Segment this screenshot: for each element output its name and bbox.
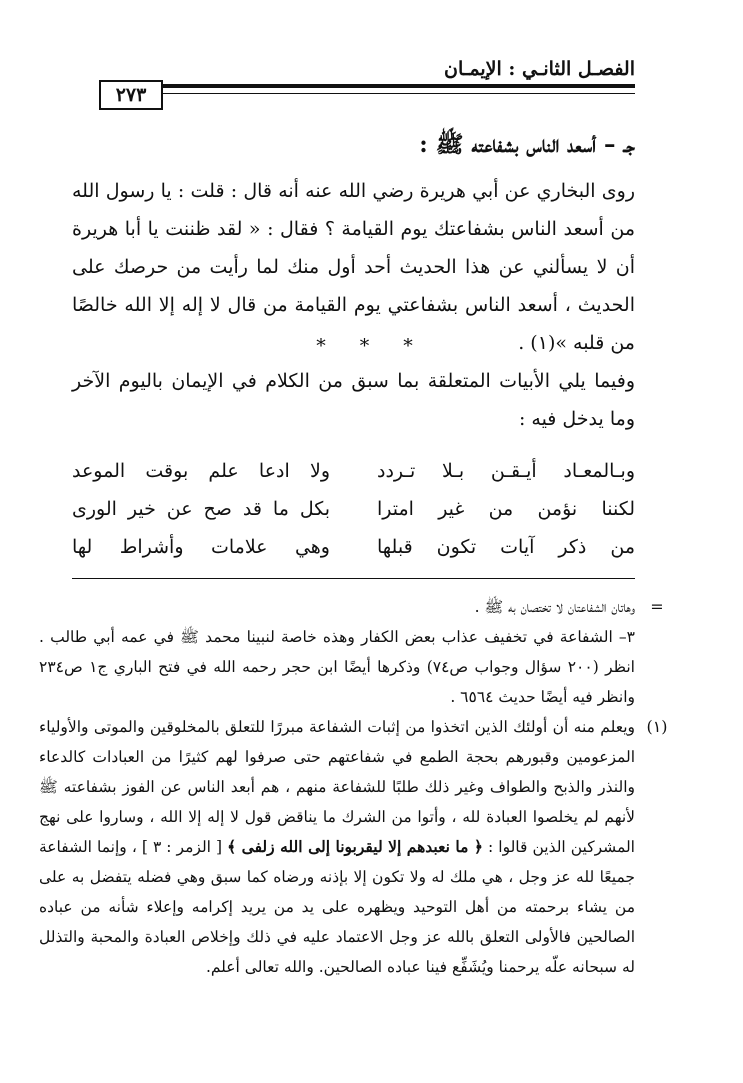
verse-first-hemistich: لكننا نؤمن من غير امترا bbox=[377, 498, 635, 520]
footnote-1-part1: ويعلم منه أن أولئك الذين اتخذوا من إثبات الشفاعة مبررًا للتعلق بالمخلوقين والموتى والأولياء المزعومين وقبورهم بحجة الطمع في شفاعتهم حتى صرفوا لهم كثيرًا من العبادات كالدعاء والنذر والذبح والطواف وغير ذلك طلبًا للشفاعة منهم ، هم أبعد الناس عن الفوز بشفاعته ﷺ لأنهم لم يخلصوا العبادة لله ، وأتوا من الشرك ما يناقض قول لا إله إلا الله ، وساروا على نهج المشركين الذين قالوا : bbox=[39, 718, 635, 856]
footnote-1-marker: (١) bbox=[646, 717, 668, 736]
verse-first-hemistich: من ذكر آيات تكون قبلها bbox=[377, 536, 635, 558]
footnote-1-text bbox=[39, 712, 635, 982]
intro-paragraph: وفيما يلي الأبيات المتعلقة بما سبق من الكلام في الإيمان باليوم الآخر وما يدخل فيه : bbox=[72, 370, 635, 430]
verse-second-hemistich: وهي علامات وأشراط لها bbox=[72, 536, 330, 558]
verse-second-hemistich: ولا ادعا علم بوقت الموعد bbox=[72, 460, 330, 482]
poem-verse bbox=[72, 490, 635, 528]
poem-verse bbox=[72, 452, 635, 490]
poem-verses bbox=[72, 452, 635, 566]
verse-second-hemistich: بكل ما قد صح عن خير الورى bbox=[72, 498, 330, 520]
footnote-1-quran-quote: ﴿ ما نعبدهم إلا ليقربونا إلى الله زلفى ﴾ bbox=[227, 837, 483, 856]
verse-first-hemistich: وبـالمعـاد أيـقـن بـلا تـردد bbox=[377, 460, 635, 482]
footnote-item-3: ٣– الشفاعة في تخفيف عذاب بعض الكفار وهذه خاصة لنبينا محمد ﷺ في عمه أبي طالب . انظر (٢٠٠ سؤال وجواب ص٧٤) وذكرها أيضًا ابن حجر رحمه الله في فتح الباري ج١ ص٢٣٤ وانظر فيه أيضًا حديث ٦٥٦٤ . bbox=[39, 628, 635, 706]
section-heading: جـ – أسعد الناس بشفاعته ﷺ : bbox=[419, 131, 635, 158]
footnote-1 bbox=[39, 712, 679, 1052]
hadith-paragraph: روى البخاري عن أبي هريرة رضي الله عنه أنه قال : قلت : يا رسول الله من أسعد الناس بشفاعتك يوم القيامة ؟ فقال : « لقد ظننت يا أبا هريرة أن لا يسألني عن هذا الحديث أحد أول منك لما رأيت من حرصك على الحديث ، أسعد الناس بشفاعتي يوم القيامة من قال لا إله إلا الله خالصًا من قلبه »(١) . bbox=[72, 180, 635, 354]
header-rule-thin bbox=[163, 93, 635, 94]
footnote-1-quran-reference: [ الزمر : ٣ ] bbox=[141, 838, 223, 856]
footnote-1-part2: ، وإنما الشفاعة جميعًا لله عز وجل ، هي ملك له ولا تكون إلا بإذنه ورضاه كما سبق وهي فضله يتفضل به على من يشاء برحمته من أهل التوحيد ويظهره على يد من يريد إكرامه وإعلاء شأنه من عباده الصالحين فالأولى التعلق بالله عز وجل الاعتماد عليه في ذلك وإخلاص العبادة والمحبة والتذلل له سبحانه علّه يرحمنا ويُشَفِّع فينا عباده الصالحين. والله تعالى أعلم. bbox=[39, 838, 635, 976]
footnote-continuation-text: وهاتان الشفاعتان لا تختصان به ﷺ . bbox=[474, 598, 635, 616]
running-header-title: الفصـل الثانـي : الإيمـان bbox=[444, 58, 635, 80]
header-rule-thick bbox=[163, 84, 635, 88]
poem-verse bbox=[72, 528, 635, 566]
separator-stars: * * * bbox=[316, 335, 427, 357]
footnote-continuation bbox=[39, 592, 679, 622]
page-number: ٢٧٣ bbox=[99, 80, 163, 110]
footnote-separator-rule bbox=[72, 578, 635, 579]
footnote-continuation-marker: = bbox=[650, 597, 664, 616]
